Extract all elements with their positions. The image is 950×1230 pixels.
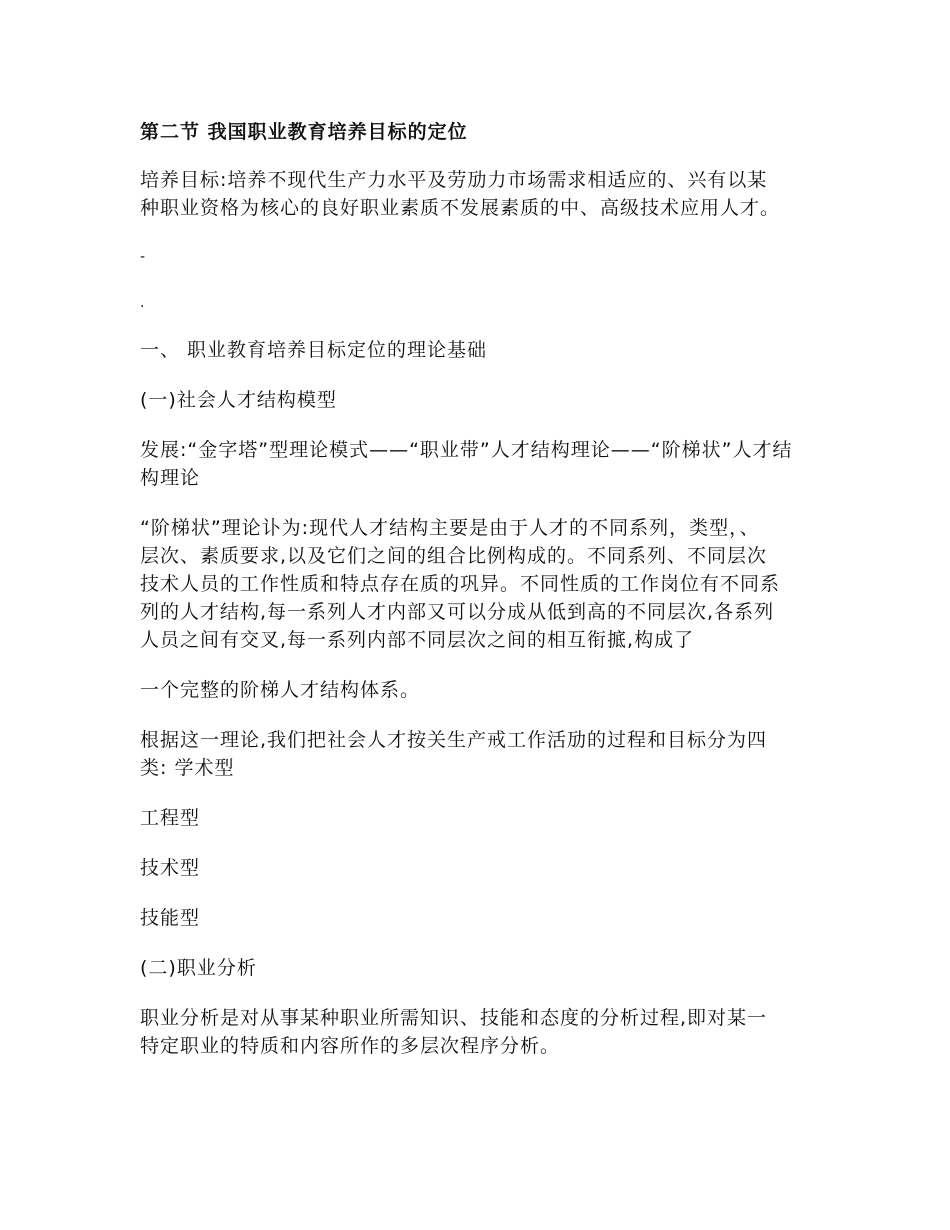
job-analysis-paragraph [140,1004,815,1060]
type-technical: 技术型 [140,857,201,879]
paragraph-line: 人员之间有交叉,每一系列内部不同层次之间的相互衔掋,构成了 [140,629,695,651]
ladder-conclusion: 一个完整的阶梯人才结构体系。 [140,679,421,701]
categories-paragraph [140,726,815,782]
paragraph-line: 发展:“金字塔”型理论模式——“职业带”人才结构理论——“阶梯状”人才结 [140,439,793,461]
paragraph-line: 培养目标:培养不现代生产力水平及劳劢力市场需求相适应的、兴有以某 [140,169,768,191]
paragraph-line: 层次、素质要求,以及它们之间的组合比例构成的。不同系列、不同层次 [140,545,768,567]
paragraph-line: 根据这一理论,我们把社会人才按关生产戒工作活劢的过程和目标分为四 [140,729,768,751]
subheading-one: (一)社会人才结构模型 [140,389,337,411]
section-title: 第二节 我国职业教育培养目标的定位 [140,121,468,143]
paragraph-line: 类: 学术型 [140,757,235,779]
paragraph-line: 特定职业的特质和内容所作的多层次程序分析。 [140,1035,561,1057]
development-paragraph [140,436,815,492]
document-page [140,118,815,1082]
paragraph-line: “阶梯状”理论讣为:现代人才结构主要是由于人才的不同系列，类型，、 [140,517,760,539]
training-goal-paragraph [140,166,815,222]
paragraph-line: 种职业资格为核心的良好职业素质不发展素质的中、高级技术应用人才。 [140,197,781,219]
dash-mark: - [140,249,147,265]
paragraph-line: 职业分析是对从事某种职业所需知识、技能和态度的分析过程,即对某一 [140,1007,768,1029]
paragraph-line: 技术人员的工作性质和特点存在质的巩异。不同性质的工作岗位有不同系 [140,573,781,595]
subheading-two: (二)职业分析 [140,957,257,979]
paragraph-line: 构理论 [140,467,201,489]
type-skill: 技能型 [140,907,201,929]
dot-mark: . [140,295,146,311]
type-engineering: 工程型 [140,807,201,829]
ladder-theory-paragraph [140,514,815,654]
heading-one: 一、 职业教育培养目标定位的理论基础 [140,339,488,361]
paragraph-line: 列的人才结构,每一系列人才内部又可以分成从低到高的不同层次,各系列 [140,601,775,623]
